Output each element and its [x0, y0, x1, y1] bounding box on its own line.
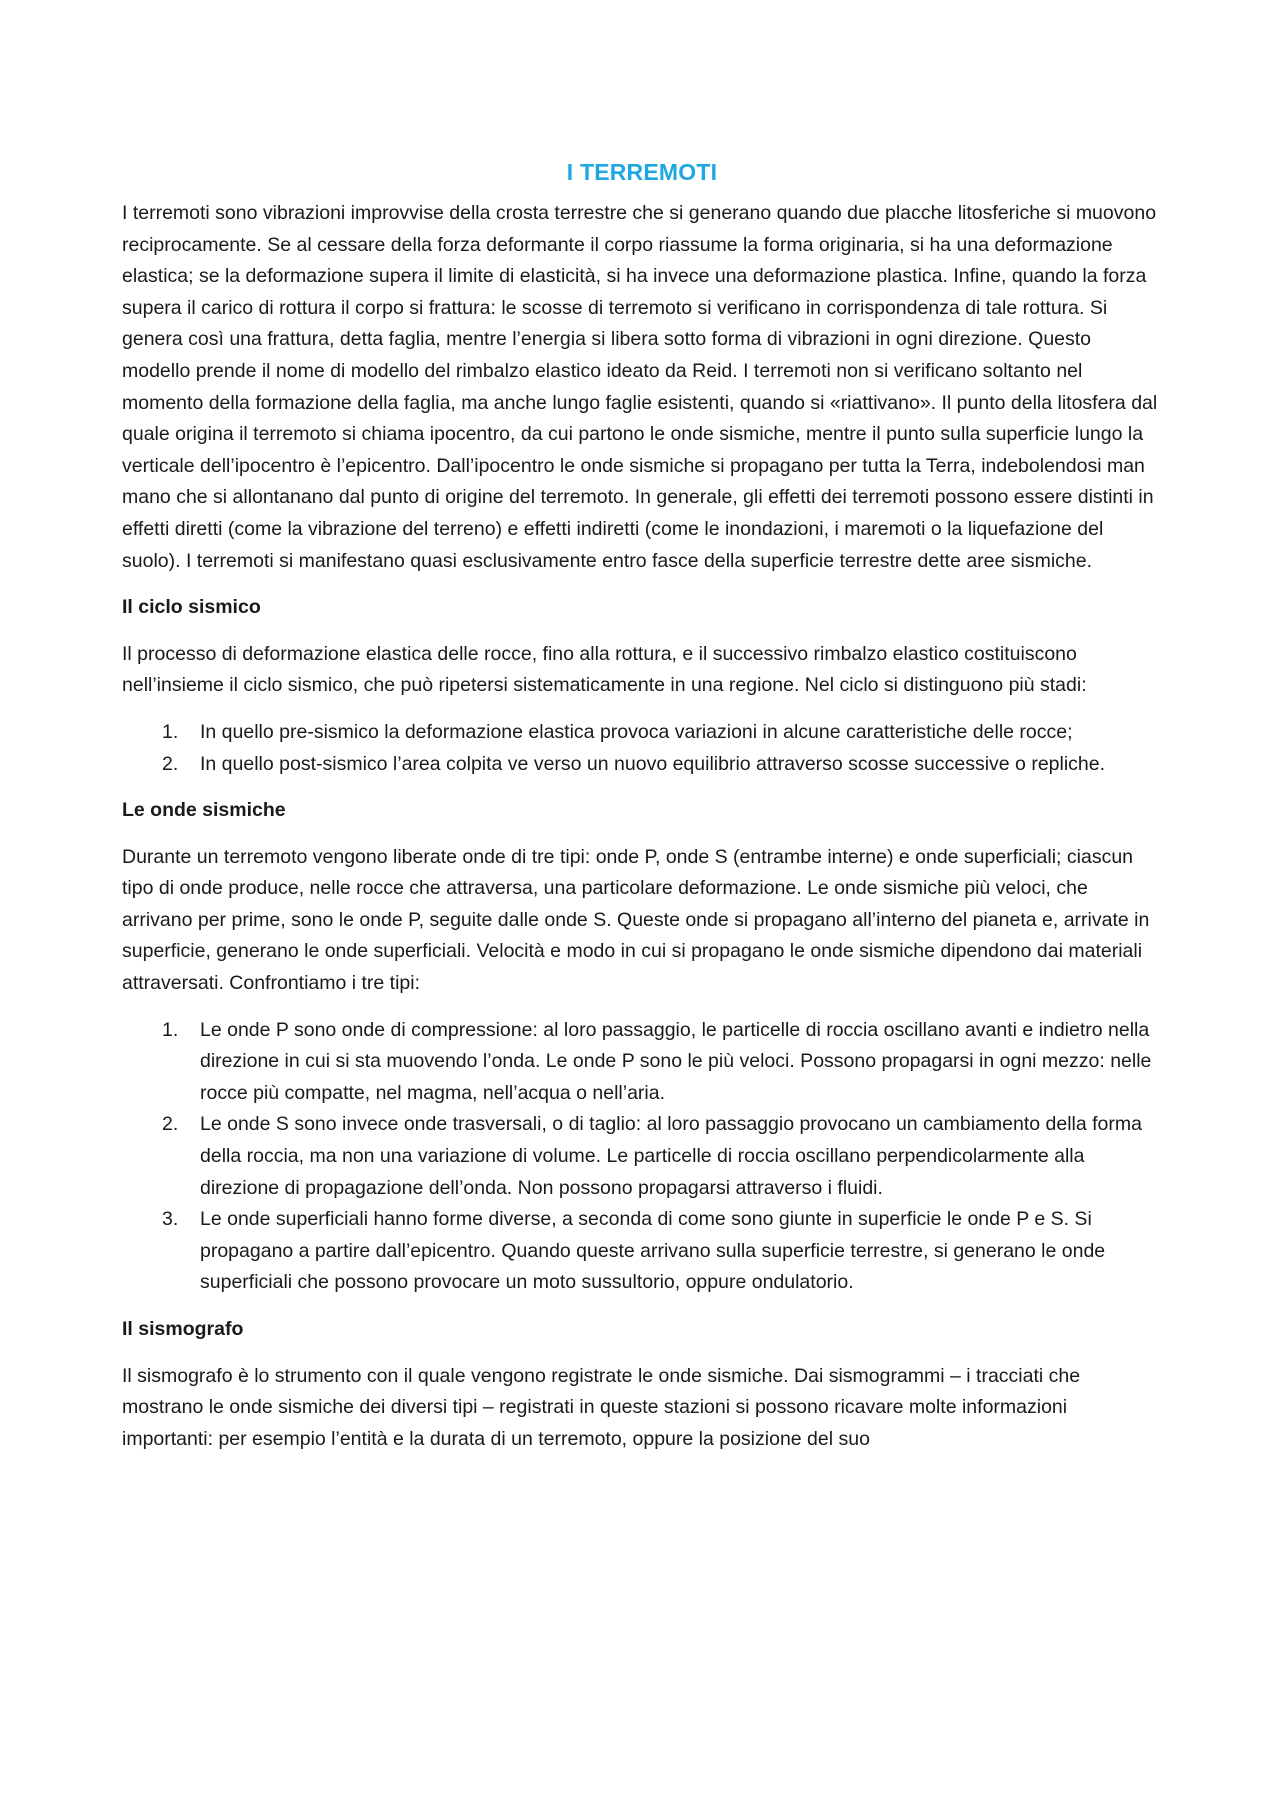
list-number: 3. — [162, 1208, 179, 1231]
section-heading-sismografo: Il sismografo — [122, 1318, 244, 1340]
intro-paragraph: I terremoti sono vibrazioni improvvise della crosta terrestre che si generano quando due placche litosferiche si muovono reciprocamente. Se al cessare della forza deformante il corpo riassume la forma originaria, si ha una deformazione elastica; se la deformazione supera il limite di elasticità, si ha invece una deformazione plastica. Infine, quando la forza supera il carico di rottura il corpo si frattura: le scosse di terremoto si verificano in corrispondenza di tale rottura. Si genera così una frattura, detta faglia, mentre l’energia si libera sotto forma di vibrazioni in ogni direzione. Questo modello prende il nome di modello del rimbalzo elastico ideato da Reid. I terremoti non si verificano soltanto nel momento della formazione della faglia, ma anche lungo faglie esistenti, quando si «riattivano». Il punto della litosfera dal quale origina il terremoto si chiama ipocentro, da cui partono le onde sismiche, mentre il punto sulla superficie lungo la verticale dell’ipocentro è l’epicentro. Dall’ipocentro le onde sismiche si propagano per tutta la Terra, indebolendosi man mano che si allontanano dal punto di origine del terremoto. In generale, gli effetti dei terremoti possono essere distinti in effetti diretti (come la vibrazione del terreno) e effetti indiretti (come le inondazioni, i maremoti o la liquefazione del suolo). I terremoti si manifestano quasi esclusivamente entro fasce della superficie terrestre dette aree sismiche. — [122, 202, 1158, 572]
sismografo-paragraph: Il sismografo è lo strumento con il quale vengono registrate le onde sismiche. Dai sismogrammi – i tracciati che mostrano le onde sismiche dei diversi tipi – registrati in queste stazioni si possono ricavare molte informazioni importanti: per esempio l’entità e la durata di un terremoto, oppure la posizione del suo — [122, 1364, 1081, 1450]
list-item-text: Le onde superficiali hanno forme diverse, a seconda di come sono giunte in superficie le onde P e S. Si propagano a partire dall’epicentro. Quando queste arrivano sulla superficie terrestre, si generano le onde superficiali che possono provocare un moto sussultorio, oppure ondulatorio. — [200, 1208, 1106, 1294]
list-number: 1. — [162, 720, 179, 743]
onde-paragraph: Durante un terremoto vengono liberate onde di tre tipi: onde P, onde S (entrambe interne) e onde superficiali; ciascun tipo di onde produce, nelle rocce che attraversa, una particolare deformazione. Le onde sismiche più veloci, che arrivano per prime, sono le onde P, seguite dalle onde S. Queste onde si propagano all’interno del pianeta e, arrivate in superficie, generano le onde superficiali. Velocità e modo in cui si propagano le onde sismiche dipendono dai materiali attraversati. Confrontiamo i tre tipi: — [122, 845, 1150, 995]
list-item-text: In quello post-sismico l’area colpita ve verso un nuovo equilibrio attraverso scosse successive o repliche. — [200, 752, 1106, 775]
list-item — [122, 749, 1162, 781]
section-heading-ciclo: Il ciclo sismico — [122, 596, 261, 619]
list-item-text: Le onde P sono onde di compressione: al loro passaggio, le particelle di roccia oscillano avanti e indietro nella direzione in cui si sta muovendo l’onda. Le onde P sono le più veloci. Possono propagarsi in ogni mezzo: nelle rocce più compatte, nel magma, nell’acqua o nell’aria. — [200, 1018, 1152, 1104]
ciclo-paragraph: Il processo di deformazione elastica delle rocce, fino alla rottura, e il successivo rimbalzo elastico costituiscono nell’insieme il ciclo sismico, che può ripetersi sistematicamente in una regione. Nel ciclo si distinguono più stadi: — [122, 642, 1087, 697]
document-title: I TERREMOTI — [566, 159, 718, 185]
section-heading-onde: Le onde sismiche — [122, 799, 286, 822]
ciclo-list — [122, 717, 1162, 780]
list-item — [122, 717, 1162, 749]
list-number: 1. — [162, 1018, 179, 1041]
list-item — [122, 1109, 1162, 1204]
list-item — [122, 1015, 1162, 1110]
list-number: 2. — [162, 752, 179, 775]
list-item — [122, 1204, 1162, 1299]
onde-list — [122, 1015, 1162, 1299]
list-item-text: In quello pre-sismico la deformazione elastica provoca variazioni in alcune caratteristiche delle rocce; — [200, 720, 1073, 743]
document-page — [122, 150, 1162, 1470]
list-number: 2. — [162, 1113, 179, 1136]
list-item-text: Le onde S sono invece onde trasversali, o di taglio: al loro passaggio provocano un cambiamento della forma della roccia, ma non una variazione di volume. Le particelle di roccia oscillano perpendicolarmente alla direzione di propagazione dell’onda. Non possono propagarsi attraverso i fluidi. — [200, 1113, 1142, 1199]
